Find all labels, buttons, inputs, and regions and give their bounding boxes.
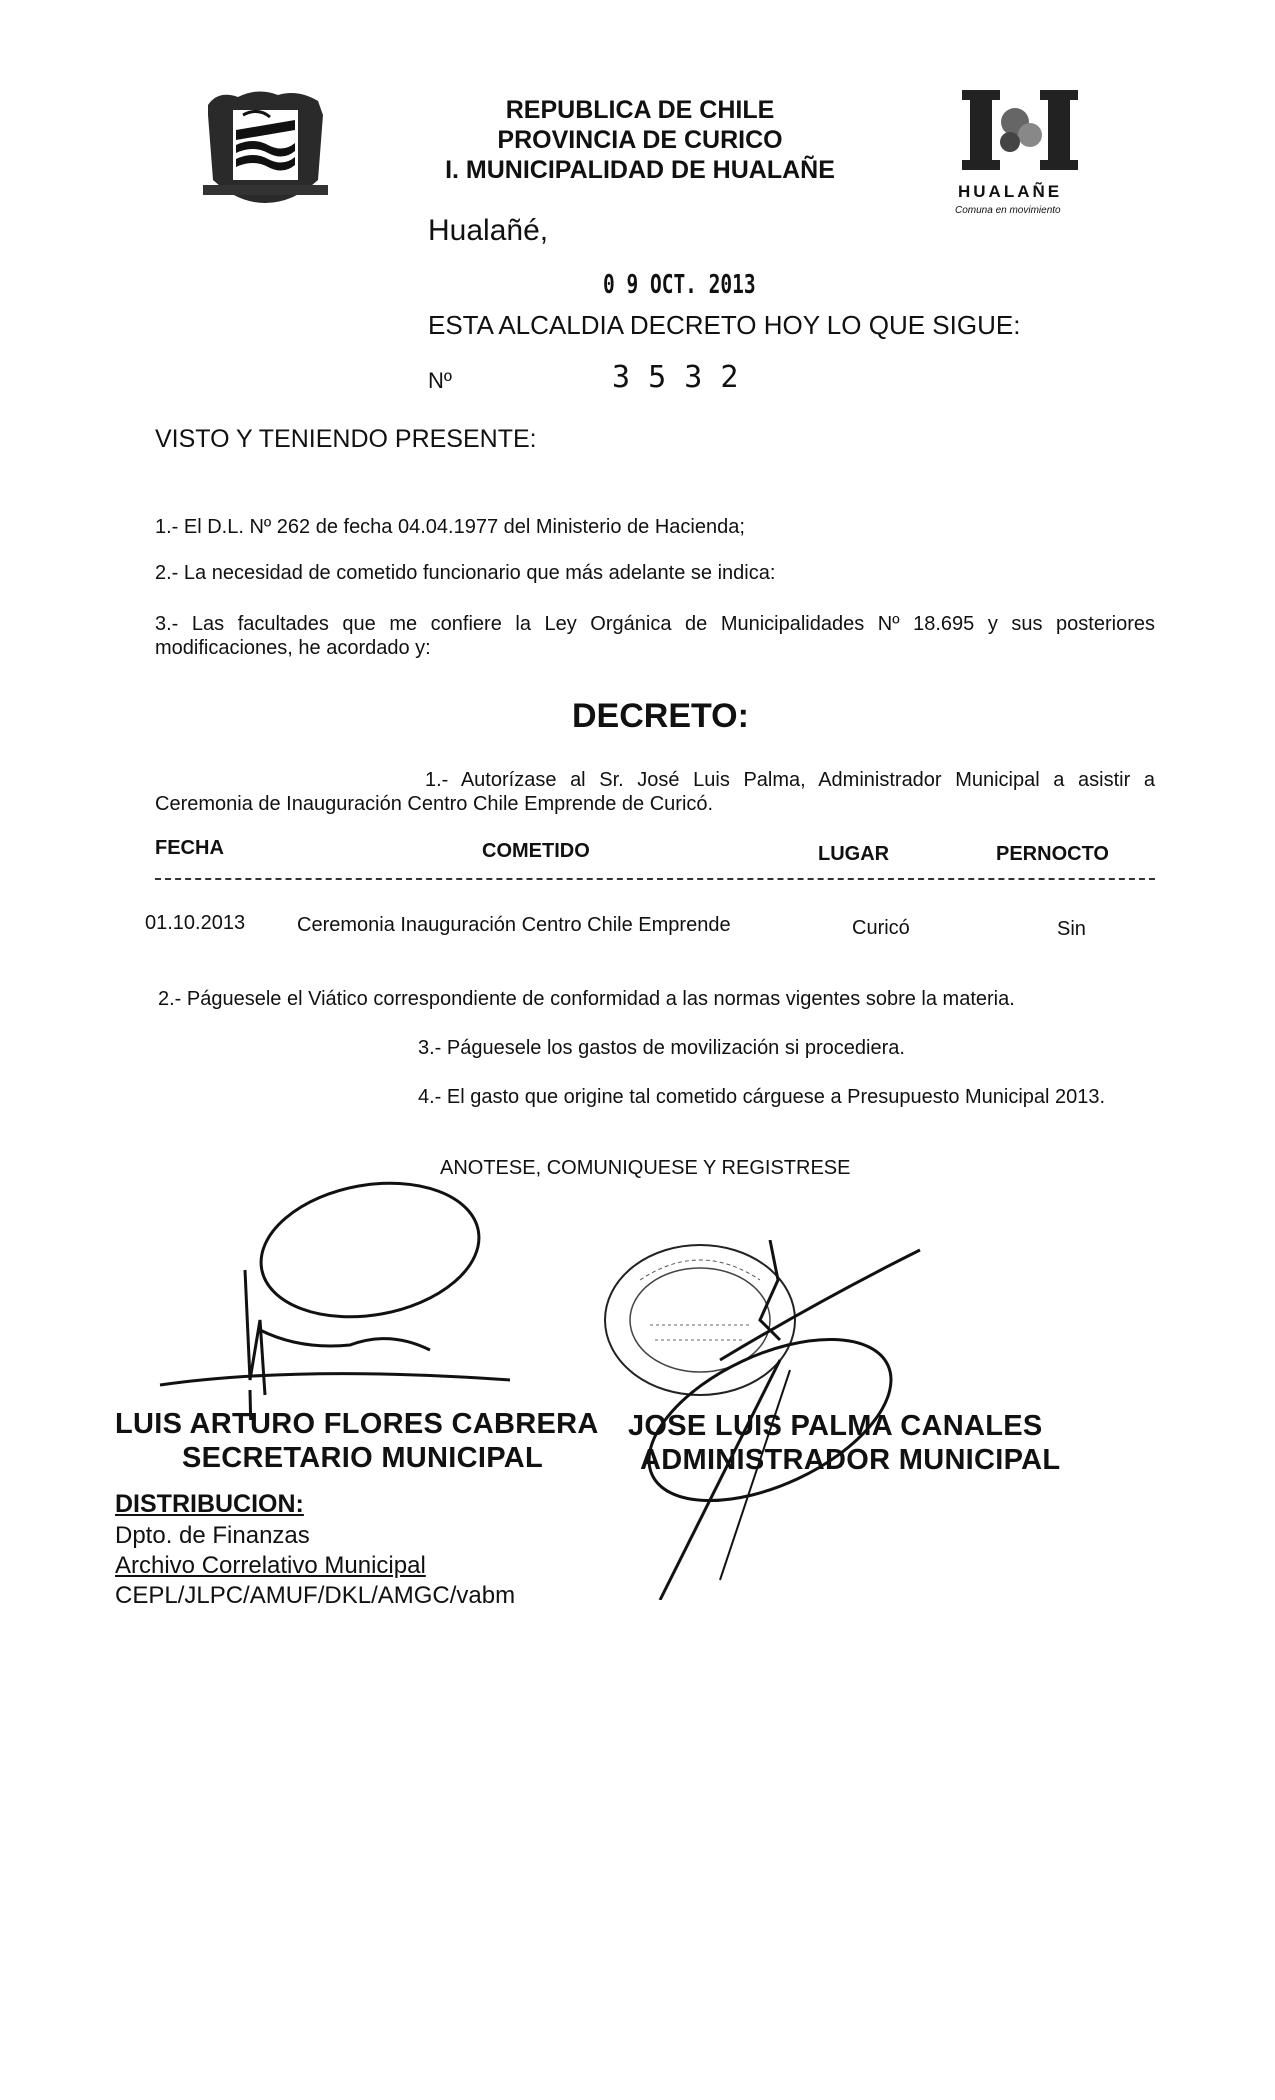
left-signature (150, 1180, 600, 1420)
header-line-2: PROVINCIA DE CURICO (497, 126, 783, 154)
decree-intro: ESTA ALCALDIA DECRETO HOY LO QUE SIGUE: (428, 310, 1021, 340)
number-label: Nº (428, 368, 452, 393)
right-signer-name: JOSE LUIS PALMA CANALES (628, 1410, 1043, 1442)
left-signer-title: SECRETARIO MUNICIPAL (182, 1442, 543, 1474)
decreto-item-3: 3.- Páguesele los gastos de movilización si procediera. (418, 1037, 905, 1059)
table-divider (155, 878, 1155, 880)
decreto-item-2: 2.- Páguesele el Viático correspondiente de conformidad a las normas vigentes sobre la materia. (158, 988, 1015, 1010)
visto-item-1: 1.- El D.L. Nº 262 de fecha 04.04.1977 del Ministerio de Hacienda; (155, 516, 745, 538)
left-signer-name: LUIS ARTURO FLORES CABRERA (115, 1408, 599, 1440)
decreto-title: DECRETO: (572, 697, 749, 735)
row-cometido: Ceremonia Inauguración Centro Chile Emprende (297, 914, 731, 936)
visto-title: VISTO Y TENIENDO PRESENTE: (155, 425, 537, 453)
visto-item-2: 2.- La necesidad de cometido funcionario que más adelante se indica: (155, 562, 776, 584)
place: Hualañé, (428, 214, 549, 247)
decreto-item-4: 4.- El gasto que origine tal cometido cárguese a Presupuesto Municipal 2013. (418, 1086, 1106, 1108)
decree-number: 3 5 3 2 (612, 360, 739, 395)
date-stamp: 0 9 OCT. 2013 (603, 270, 756, 300)
decreto-item-1: 1.- Autorízase al Sr. José Luis Palma, Administrador Municipal a asistir a Ceremonia de Inauguración Centro Chile Emprende de Curicó. (155, 769, 1155, 815)
distribucion-item-2: Archivo Correlativo Municipal (115, 1552, 426, 1579)
distribucion-item-3: CEPL/JLPC/AMUF/DKL/AMGC/vabm (115, 1582, 516, 1609)
col-lugar: LUGAR (818, 843, 890, 865)
distribucion-title: DISTRIBUCION: (115, 1490, 304, 1518)
logo-tagline: Comuna en movimiento (955, 205, 1061, 216)
row-pernocto: Sin (1057, 918, 1086, 940)
visto-item-3: 3.- Las facultades que me confiere la Ley Orgánica de Municipalidades Nº 18.695 y sus posteriores modificaciones, he acordado y: (155, 613, 1155, 659)
right-signer-title: ADMINISTRADOR MUNICIPAL (640, 1444, 1061, 1476)
col-cometido: COMETIDO (482, 840, 590, 862)
distribucion-item-1: Dpto. de Finanzas (115, 1522, 310, 1549)
row-fecha: 01.10.2013 (145, 912, 246, 934)
closing-line: ANOTESE, COMUNIQUESE Y REGISTRESE (440, 1157, 851, 1179)
coat-of-arms-logo (198, 85, 333, 205)
col-pernocto: PERNOCTO (996, 843, 1109, 865)
header-line-3: I. MUNICIPALIDAD DE HUALAÑE (445, 156, 835, 184)
header-line-1: REPUBLICA DE CHILE (505, 96, 775, 124)
col-fecha: FECHA (155, 837, 224, 859)
logo-name: HUALAÑE (958, 182, 1063, 201)
row-lugar: Curicó (852, 917, 910, 939)
hualane-logo (960, 90, 1080, 185)
